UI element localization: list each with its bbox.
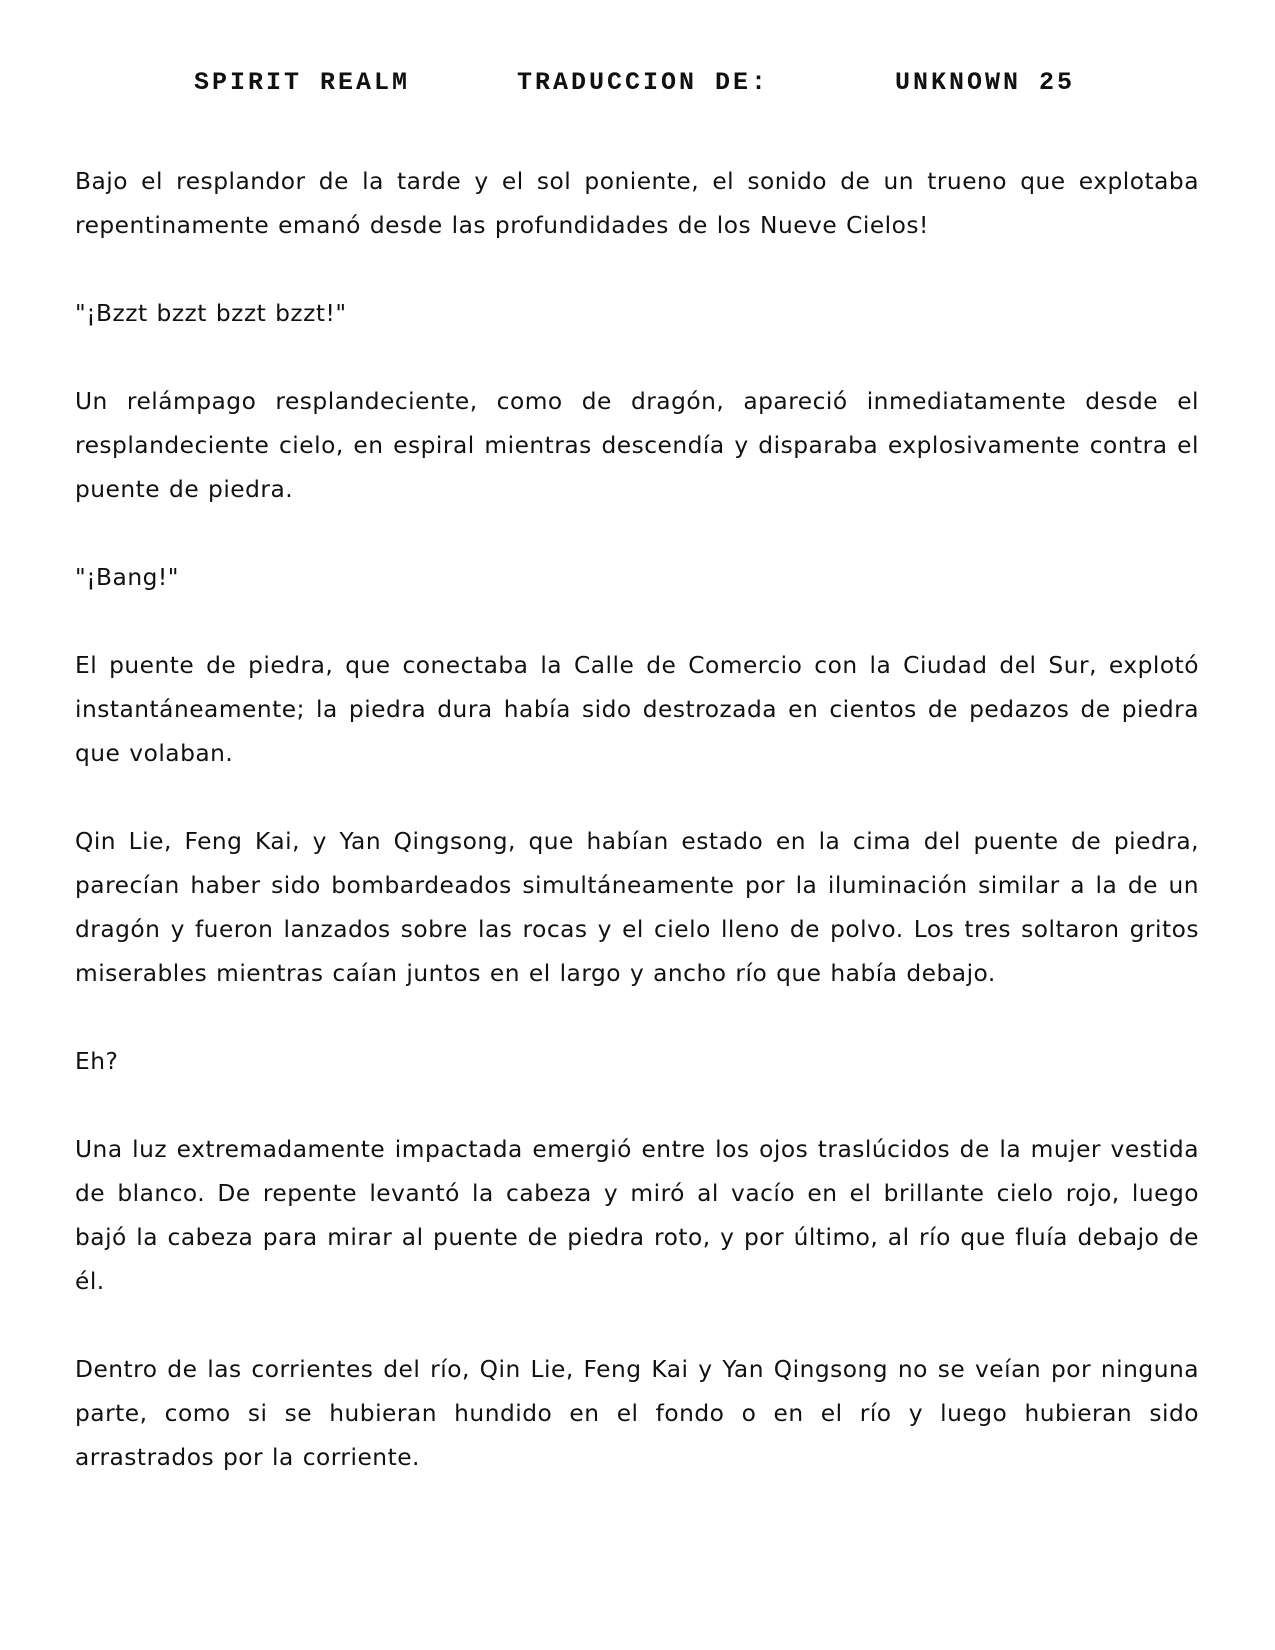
paragraph: "¡Bang!" xyxy=(75,564,179,591)
paragraph: Eh? xyxy=(75,1048,119,1075)
paragraph: Qin Lie, Feng Kai, y Yan Qingsong, que habían estado en la cima del puente de piedra, parecían haber sido bombardeados simultáneamente por la iluminación similar a la de un dragón y fueron lanzados sobre las rocas y el cielo lleno de polvo. Los tres soltaron gritos miserables mientras caían juntos en el largo y ancho río que había debajo. xyxy=(75,828,1199,987)
series-title: SPIRIT REALM xyxy=(194,68,411,97)
paragraph: Bajo el resplandor de la tarde y el sol poniente, el sonido de un trueno que explotaba repentinamente emanó desde las profundidades de los Nueve Cielos! xyxy=(75,168,1199,239)
paragraph: "¡Bzzt bzzt bzzt bzzt!" xyxy=(75,300,347,327)
translation-credit: TRADUCCION DE: xyxy=(517,68,770,97)
paragraph: Dentro de las corrientes del río, Qin Lie, Feng Kai y Yan Qingsong no se veían por ninguna parte, como si se hubieran hundido en el fondo o en el río y luego hubieran sido arrastrados por la corriente. xyxy=(75,1356,1199,1471)
page-header xyxy=(0,68,1275,108)
document-body xyxy=(75,160,1199,1524)
paragraph: El puente de piedra, que conectaba la Calle de Comercio con la Ciudad del Sur, explotó instantáneamente; la piedra dura había sido destrozada en cientos de pedazos de piedra que volaban. xyxy=(75,652,1199,767)
paragraph: Un relámpago resplandeciente, como de dragón, apareció inmediatamente desde el resplandeciente cielo, en espiral mientras descendía y disparaba explosivamente contra el puente de piedra. xyxy=(75,388,1199,503)
paragraph: Una luz extremadamente impactada emergió entre los ojos traslúcidos de la mujer vestida de blanco. De repente levantó la cabeza y miró al vacío en el brillante cielo rojo, luego bajó la cabeza para mirar al puente de piedra roto, y por último, al río que fluía debajo de él. xyxy=(75,1136,1199,1295)
page-label: UNKNOWN 25 xyxy=(895,68,1076,97)
